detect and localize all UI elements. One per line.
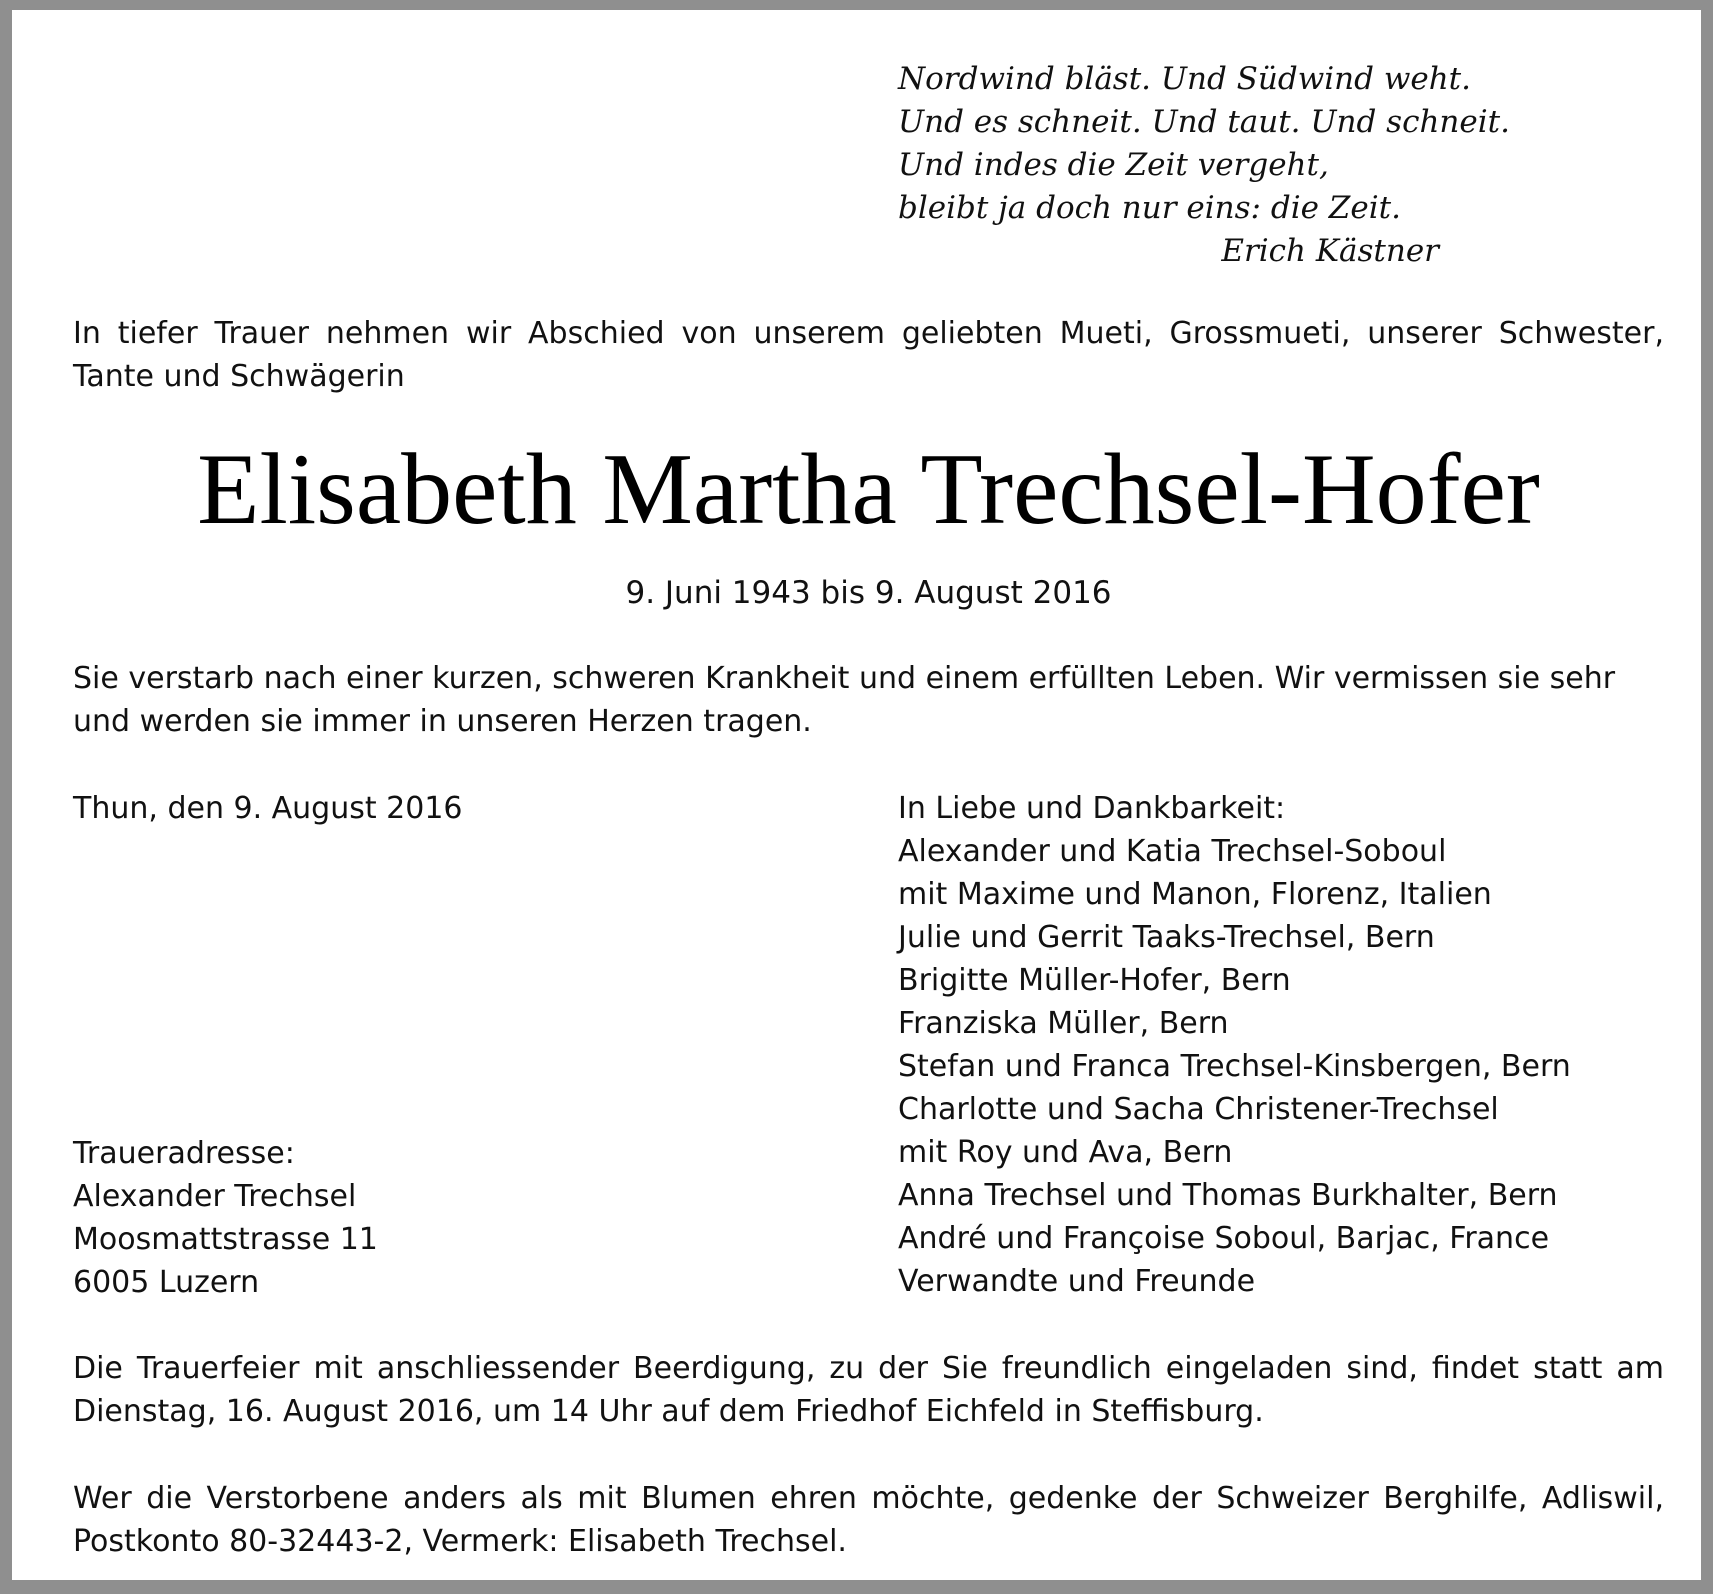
mourners-heading: In Liebe und Dankbarkeit: <box>898 791 1286 826</box>
mourner-line: Stefan und Franca Trechsel-Kinsbergen, Bern <box>898 1049 1571 1084</box>
intro-text: In tiefer Trauer nehmen wir Abschied von unserem geliebten Mueti, Grossmueti, unserer Schwester, Tante und Schwägerin <box>73 316 1664 394</box>
mourner-line: Charlotte und Sacha Christener-Trechsel <box>898 1092 1499 1127</box>
place-date-text: Thun, den 9. August 2016 <box>73 791 463 826</box>
poem-quote <box>898 58 1510 273</box>
address-line: Alexander Trechsel <box>73 1179 357 1214</box>
ceremony-text: Die Trauerfeier mit anschliessender Beerdigung, zu der Sie freundlich eingeladen sind, findet statt am Dienstag, 16. August 2016, um 14 Uhr auf dem Friedhof Eichfeld in Steffisburg. <box>73 1351 1664 1429</box>
address-label: Traueradresse: <box>73 1136 295 1171</box>
mourners-list <box>898 787 1571 1303</box>
mourner-line: mit Maxime und Manon, Florenz, Italien <box>898 877 1492 912</box>
poem-line: bleibt ja doch nur eins: die Zeit. <box>898 190 1401 226</box>
donation-text: Wer die Verstorbene anders als mit Blumen ehren möchte, gedenke der Schweizer Berghilfe, Adliswil, Postkonto 80-32443-2, Vermerk: Elisabeth Trechsel. <box>73 1481 1664 1559</box>
place-date <box>73 787 463 830</box>
mourning-address <box>73 1132 378 1304</box>
poem-line: Nordwind bläst. Und Südwind weht. <box>898 61 1471 97</box>
mourner-line: Verwandte und Freunde <box>898 1264 1256 1299</box>
mourner-line: Brigitte Müller-Hofer, Bern <box>898 963 1291 998</box>
life-dates: 9. Juni 1943 bis 9. August 2016 <box>625 575 1112 611</box>
mourner-line: Franziska Müller, Bern <box>898 1006 1229 1041</box>
mourner-line: Julie und Gerrit Taaks-Trechsel, Bern <box>898 920 1435 955</box>
message-text: Sie verstarb nach einer kurzen, schweren Krankheit und einem erfüllten Leben. Wir vermissen sie sehr und werden sie immer in unseren Herzen tragen. <box>73 661 1616 739</box>
address-line: Moosmattstrasse 11 <box>73 1222 378 1257</box>
poem-line: Und indes die Zeit vergeht, <box>898 147 1329 183</box>
mourner-line: Anna Trechsel und Thomas Burkhalter, Bern <box>898 1178 1558 1213</box>
poem-author: Erich Kästner <box>1221 233 1439 269</box>
deceased-name: Elisabeth Martha Trechsel-Hofer <box>197 433 1540 546</box>
poem-line: Und es schneit. Und taut. Und schneit. <box>898 104 1510 140</box>
mourner-line: André und Françoise Soboul, Barjac, France <box>898 1221 1550 1256</box>
mourner-line: Alexander und Katia Trechsel-Soboul <box>898 834 1447 869</box>
address-line: 6005 Luzern <box>73 1265 260 1300</box>
mourner-line: mit Roy und Ava, Bern <box>898 1135 1233 1170</box>
